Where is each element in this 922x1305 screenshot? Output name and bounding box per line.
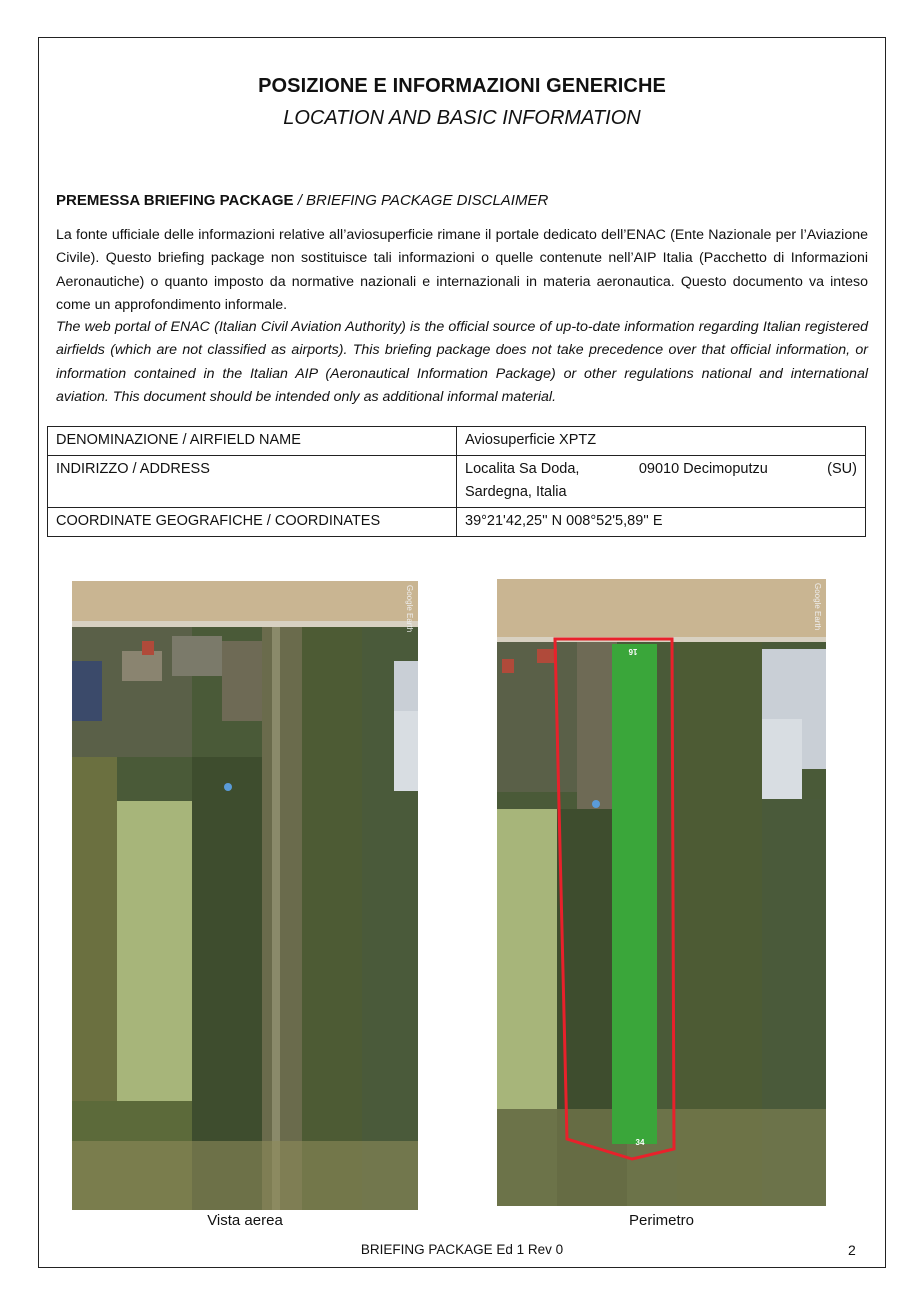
disclaimer-heading-en: / BRIEFING PACKAGE DISCLAIMER (293, 192, 549, 209)
page-number: 2 (848, 1242, 856, 1258)
address-region: Sardegna, Italia (465, 484, 567, 500)
airfield-name-value: Aviosuperficie XPTZ (457, 427, 866, 456)
address-value (457, 456, 866, 508)
address-street: Localita Sa Doda, (465, 461, 580, 477)
footer-text: BRIEFING PACKAGE Ed 1 Rev 0 (360, 1242, 564, 1257)
runway-label-north: 16 (628, 647, 638, 656)
table-row (48, 427, 866, 456)
address-label: INDIRIZZO / ADDRESS (48, 456, 457, 508)
airfield-name-label: DENOMINAZIONE / AIRFIELD NAME (48, 427, 457, 456)
perimeter-caption: Perimetro (628, 1212, 695, 1229)
airfield-info-table (47, 426, 866, 537)
coordinates-label: COORDINATE GEOGRAFICHE / COORDINATES (48, 508, 457, 537)
aerial-view-caption: Vista aerea (207, 1212, 283, 1229)
google-earth-watermark: Google Earth (405, 585, 414, 633)
perimeter-map (497, 579, 826, 1206)
disclaimer-heading (56, 192, 548, 209)
coordinates-value: 39°21'42,25'' N 008°52'5,89'' E (457, 508, 866, 537)
address-province: (SU) (827, 461, 857, 477)
disclaimer-heading-it: PREMESSA BRIEFING PACKAGE (56, 192, 294, 209)
page-subtitle: LOCATION AND BASIC INFORMATION (283, 107, 641, 129)
address-city: 09010 Decimoputzu (638, 461, 768, 477)
page-title: POSIZIONE E INFORMAZIONI GENERICHE (258, 75, 666, 97)
disclaimer-text-en: The web portal of ENAC (Italian Civil Aviation Authority) is the official source of up-to-date information regarding Italian registered airfields (which are not classified as airports). This briefing package does not take precedence over that official information, or information contained in the Italian AIP (Aeronautical Information Package) or other regulations national and international aviation. This document should be intended only as additional informal material. (56, 319, 868, 406)
disclaimer-text-it: La fonte ufficiale delle informazioni relative all’aviosuperficie rimane il portale dedicato dell’ENAC (Ente Nazionale per l’Aviazione Civile). Questo briefing package non sostituisce tali informazioni o quelle contenute nell’AIP Italia (Pacchetto di Informazioni Aeronautiche) o quanto imposto da normative nazionali e internazionali in materia aeronautica. Questo documento va inteso come un approfondimento informale. (56, 227, 868, 314)
runway-area (612, 644, 657, 1144)
google-earth-watermark: Google Earth (813, 583, 822, 631)
aerial-view-map (72, 581, 418, 1210)
table-row (48, 456, 866, 508)
runway-label-south: 34 (635, 1138, 645, 1147)
table-row (48, 508, 866, 537)
